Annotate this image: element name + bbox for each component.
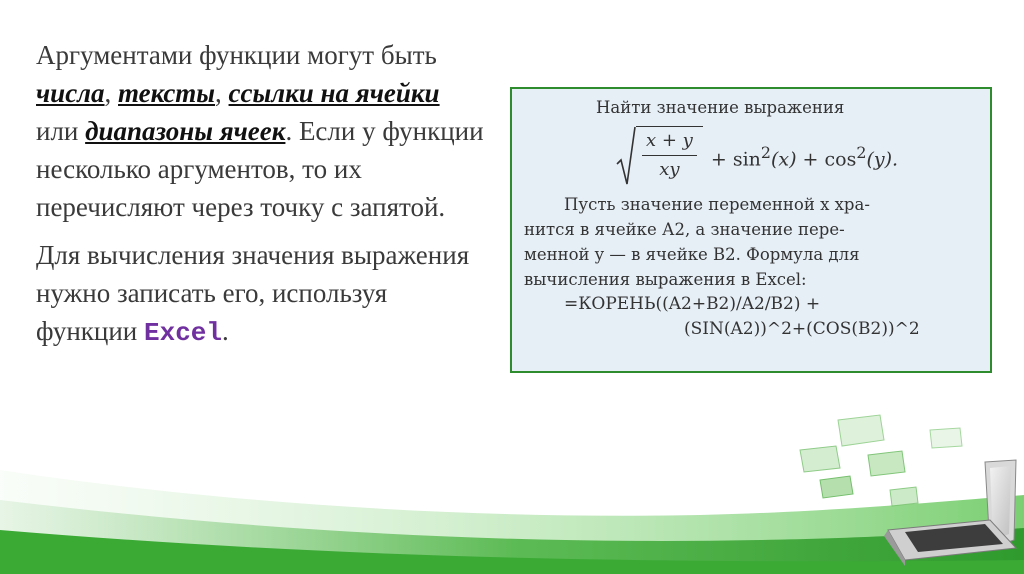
term-cell-references: ссылки на ячейки [228, 78, 440, 108]
term-numbers: числа [36, 78, 105, 108]
paragraph-text: . Если у функции несколько аргументов, то их перечисляют через точку с запятой. [36, 116, 484, 222]
excel-word: Excel [144, 318, 223, 348]
task-text-line: вычисления выражения в Excel: [524, 270, 807, 289]
fraction-numerator: x + y [642, 129, 697, 156]
excel-formula-line: =КОРЕНЬ((A2+B2)/A2/B2) + [564, 294, 821, 314]
calculation-paragraph [36, 236, 486, 352]
word-or: или [36, 116, 86, 146]
paragraph-text: Аргументами функции могут быть [36, 40, 437, 70]
excel-formula-line: (SIN(A2))^2+(COS(B2))^2 [684, 319, 920, 339]
task-text-line: менной y — в ячейке В2. Формула для [524, 245, 860, 264]
flying-envelopes-decoration [800, 415, 962, 506]
term-texts: тексты [118, 78, 216, 108]
task-text-line: нится в ячейке А2, а значение пере- [524, 220, 845, 239]
task-example-box [510, 87, 992, 373]
separator: , [104, 78, 119, 108]
green-swoosh-decoration [0, 470, 1024, 574]
fraction [636, 126, 703, 186]
separator: , [215, 78, 229, 108]
task-text-line: Пусть значение переменной x хра- [564, 195, 870, 214]
cos-term: + cos [796, 148, 857, 171]
math-expression [524, 120, 980, 192]
fraction-denominator: xy [659, 159, 680, 180]
exponent: 2 [760, 142, 771, 162]
paragraph-text: Для вычисления значения выражения нужно записать его, используя функции [36, 240, 470, 346]
paragraph-text: . [222, 316, 229, 346]
sin-argument: (x) [770, 148, 797, 171]
exponent: 2 [856, 142, 867, 162]
arguments-paragraph [36, 36, 486, 226]
square-root [616, 126, 703, 186]
cos-argument: (y). [866, 148, 899, 171]
laptop-icon [884, 460, 1016, 566]
main-text-column [36, 36, 486, 352]
trig-terms [711, 140, 898, 172]
radical-sign-icon [616, 126, 636, 186]
task-heading: Найти значение выражения [596, 98, 845, 117]
sin-term: + sin [710, 148, 761, 171]
term-ranges: диапазоны ячеек [85, 116, 286, 146]
